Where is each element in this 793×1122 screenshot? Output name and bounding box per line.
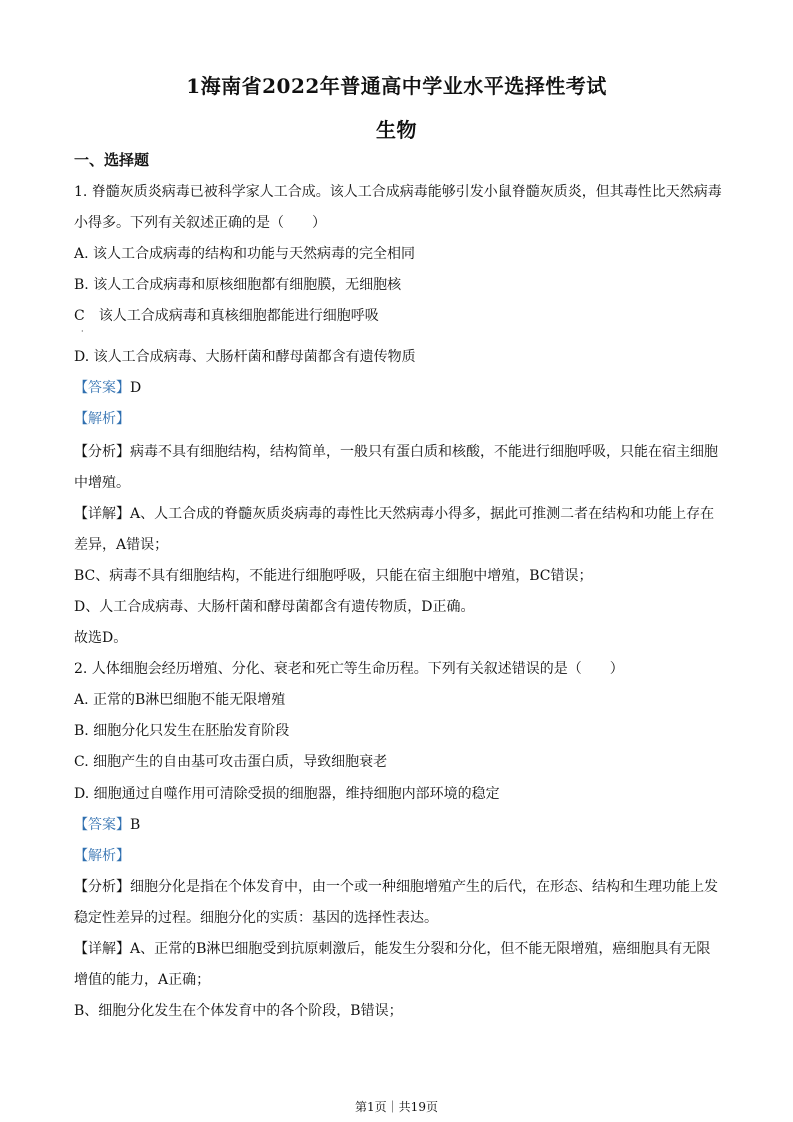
fenxi-tag: 【分析】 [74, 879, 130, 895]
answer-value: B [130, 817, 141, 833]
q2-xiangjie-line1 [74, 939, 724, 959]
q2-option-c: C. 细胞产生的自由基可攻击蛋白质，导致细胞衰老 [74, 754, 388, 770]
q2-stem-line1: 2. 人体细胞会经历增殖、分化、衰老和死亡等生命历程。下列有关叙述错误的是（ ） [74, 661, 624, 677]
q1-xiangjie-line4: D、人工合成病毒、大肠杆菌和酵母菌都含有遗传物质，D正确。 [74, 599, 475, 615]
answer-tag: 【答案】 [74, 380, 130, 396]
q2-option-d: D. 细胞通过自噬作用可清除受损的细胞器，维持细胞内部环境的稳定 [74, 786, 500, 802]
q1-option-b: B. 该人工合成病毒和原核细胞都有细胞膜，无细胞核 [74, 277, 402, 293]
q2-answer [74, 815, 724, 835]
section-heading: 一、选择题 [74, 151, 150, 169]
page-footer: 第1页｜共19页 [355, 1100, 438, 1114]
q2-fenxi-line2: 稳定性差异的过程。细胞分化的实质：基因的选择性表达。 [74, 910, 438, 926]
analysis-tag: 【解析】 [74, 848, 130, 864]
q1-xiangjie-line3: BC、病毒不具有细胞结构，不能进行细胞呼吸，只能在宿主细胞中增殖，BC错误； [74, 568, 593, 584]
q2-option-b: B. 细胞分化只发生在胚胎发育阶段 [74, 723, 290, 739]
q1-xiangjie-line2: 差异，A错误； [74, 537, 169, 553]
q1-option-c: C 该人工合成病毒和真核细胞都能进行细胞呼吸 [74, 308, 379, 324]
fenxi-tag: 【分析】 [74, 444, 130, 460]
answer-tag: 【答案】 [74, 817, 130, 833]
xiangjie-tag: 【详解】 [74, 506, 130, 522]
q1-stem-line1: 1. 脊髓灰质炎病毒已被科学家人工合成。该人工合成病毒能够引发小鼠脊髓灰质炎，但其毒性比天然病毒 [74, 184, 722, 200]
q2-option-a: A. 正常的B淋巴细胞不能无限增殖 [74, 692, 286, 708]
q2-xiangjie-line3: B、细胞分化发生在个体发育中的各个阶段，B错误； [74, 1003, 403, 1019]
q1-xiangjie-line1 [74, 504, 724, 524]
q2-xiangjie-line2: 增值的能力，A正确； [74, 972, 211, 988]
xiangjie-text: A、正常的B淋巴细胞受到抗原刺激后，能发生分裂和分化，但不能无限增殖，癌细胞具有无限 [130, 941, 711, 957]
q1-fenxi-line2: 中增殖。 [74, 475, 130, 491]
fenxi-text: 细胞分化是指在个体发育中，由一个或一种细胞增殖产生的后代，在形态、结构和生理功能上发 [130, 879, 718, 895]
exam-title: 1海南省2022年普通高中学业水平选择性考试 [186, 74, 607, 98]
subject-title: 生物 [376, 118, 417, 142]
q1-stem-line2: 小得多。下列有关叙述正确的是（ ） [74, 215, 326, 231]
answer-value: D [130, 380, 142, 396]
xiangjie-tag: 【详解】 [74, 941, 130, 957]
q1-analysis-tag [74, 409, 724, 429]
q1-option-a: A. 该人工合成病毒的结构和功能与天然病毒的完全相同 [74, 246, 416, 262]
q1-fenxi-line1 [74, 442, 724, 462]
fenxi-text: 病毒不具有细胞结构，结构简单，一般只有蛋白质和核酸，不能进行细胞呼吸，只能在宿主细胞 [130, 444, 718, 460]
q2-analysis-tag [74, 846, 724, 866]
q1-conclusion: 故选D。 [74, 630, 128, 646]
q1-option-d: D. 该人工合成病毒、大肠杆菌和酵母菌都含有遗传物质 [74, 349, 416, 365]
q1-answer [74, 378, 724, 398]
analysis-tag: 【解析】 [74, 411, 130, 427]
stray-dot-mark: · [81, 327, 84, 336]
q2-fenxi-line1 [74, 877, 724, 897]
xiangjie-text: A、人工合成的脊髓灰质炎病毒的毒性比天然病毒小得多，据此可推测二者在结构和功能上存在 [130, 506, 715, 522]
